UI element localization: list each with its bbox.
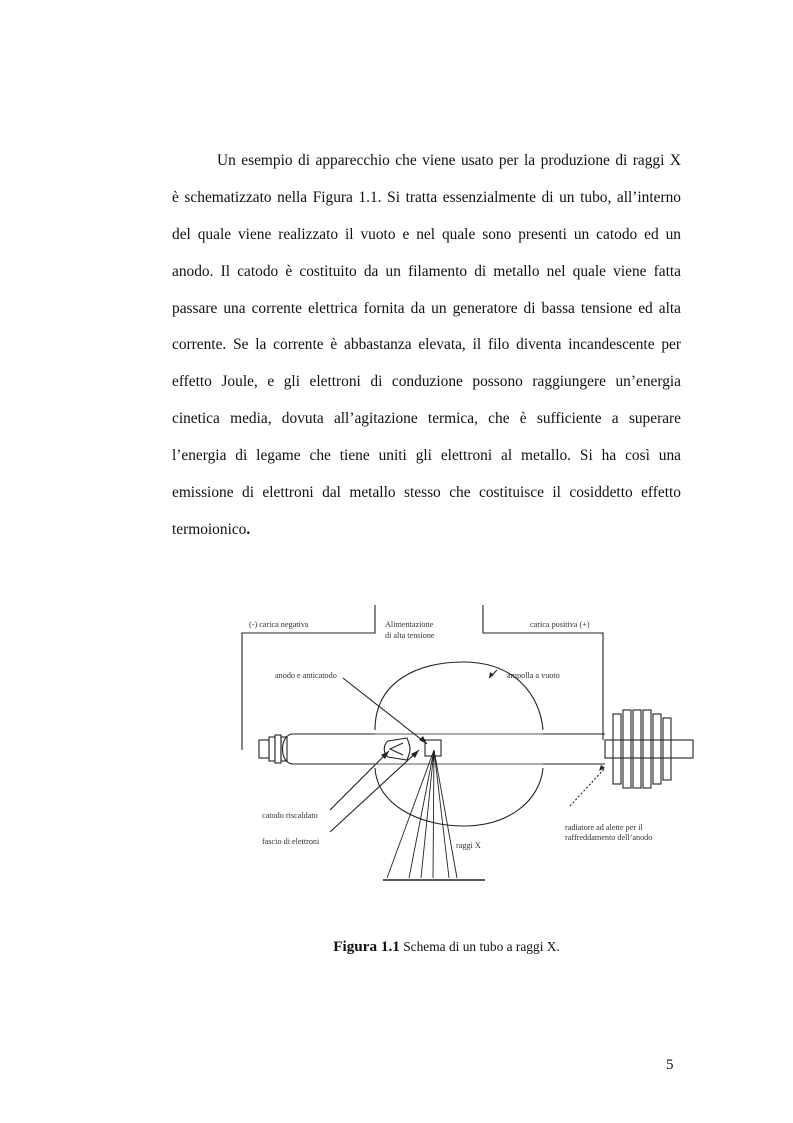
radiator-hub (605, 740, 693, 758)
paragraph-line: Un esempio di apparecchio che viene usato per la produzione di raggi X (217, 152, 681, 169)
tube-body (293, 734, 605, 764)
paragraph-line: l’energia di legame che tiene uniti gli elettroni al metallo. Si ha così una (172, 447, 681, 465)
term-termoionico: termoionico (172, 520, 247, 538)
label-beam: fascio di elettroni (262, 837, 320, 846)
xray-tube-diagram (235, 600, 695, 890)
label-radiator-2: raffreddamento dell’anodo (565, 833, 653, 842)
xray-tube-figure (235, 600, 695, 890)
label-anode: anodo e anticatodo (275, 671, 337, 680)
body-paragraph (172, 143, 681, 549)
label-positive-charge: carica positiva (+) (530, 620, 590, 629)
label-supply-2: di alta tensione (385, 631, 435, 640)
label-xrays: raggi X (456, 841, 481, 850)
figure-caption (0, 938, 793, 956)
paragraph-line: è schematizzato nella Figura 1.1. Si tratta essenzialmente di un tubo, all’interno (172, 188, 681, 206)
cathode-cup (384, 738, 410, 760)
label-negative-charge: (-) carica negativa (249, 620, 309, 629)
paragraph-line: del quale viene realizzato il vuoto e nel quale sono presenti un catodo ed un (172, 225, 681, 243)
paragraph-last-line (172, 512, 681, 549)
paragraph-line: corrente. Se la corrente è abbastanza elevata, il filo diventa incandescente per (172, 336, 681, 354)
paragraph-line: cinetica media, dovuta all’agitazione termica, che è sufficiente a superare (172, 410, 681, 428)
paragraph-line: anodo. Il catodo è costituito da un filamento di metallo nel quale viene fatta (172, 262, 681, 280)
page-number: 5 (666, 1057, 674, 1073)
paragraph-line: emissione di elettroni dal metallo stesso che costituisce il cosiddetto effetto (172, 484, 681, 502)
caption-text: Schema di un tubo a raggi X. (403, 939, 560, 954)
arrow-cathode (330, 751, 389, 810)
paragraph-line: effetto Joule, e gli elettroni di conduzione possono raggiungere un’energia (172, 373, 681, 391)
cathode-connector (259, 740, 269, 758)
arrow-beam (330, 750, 419, 832)
caption-label: Figura 1.1 (333, 938, 400, 955)
final-period: . (246, 520, 251, 538)
label-bulb: ampolla a vuoto (507, 671, 560, 680)
paragraph-line: passare una corrente elettrica fornita da un generatore di bassa tensione ed alta (172, 299, 681, 317)
label-supply-1: Alimentazione (385, 620, 434, 629)
label-radiator-1: radiatore ad alette per il (565, 823, 643, 832)
arrow-radiator (570, 768, 605, 806)
label-cathode: catodo riscaldato (262, 811, 318, 820)
